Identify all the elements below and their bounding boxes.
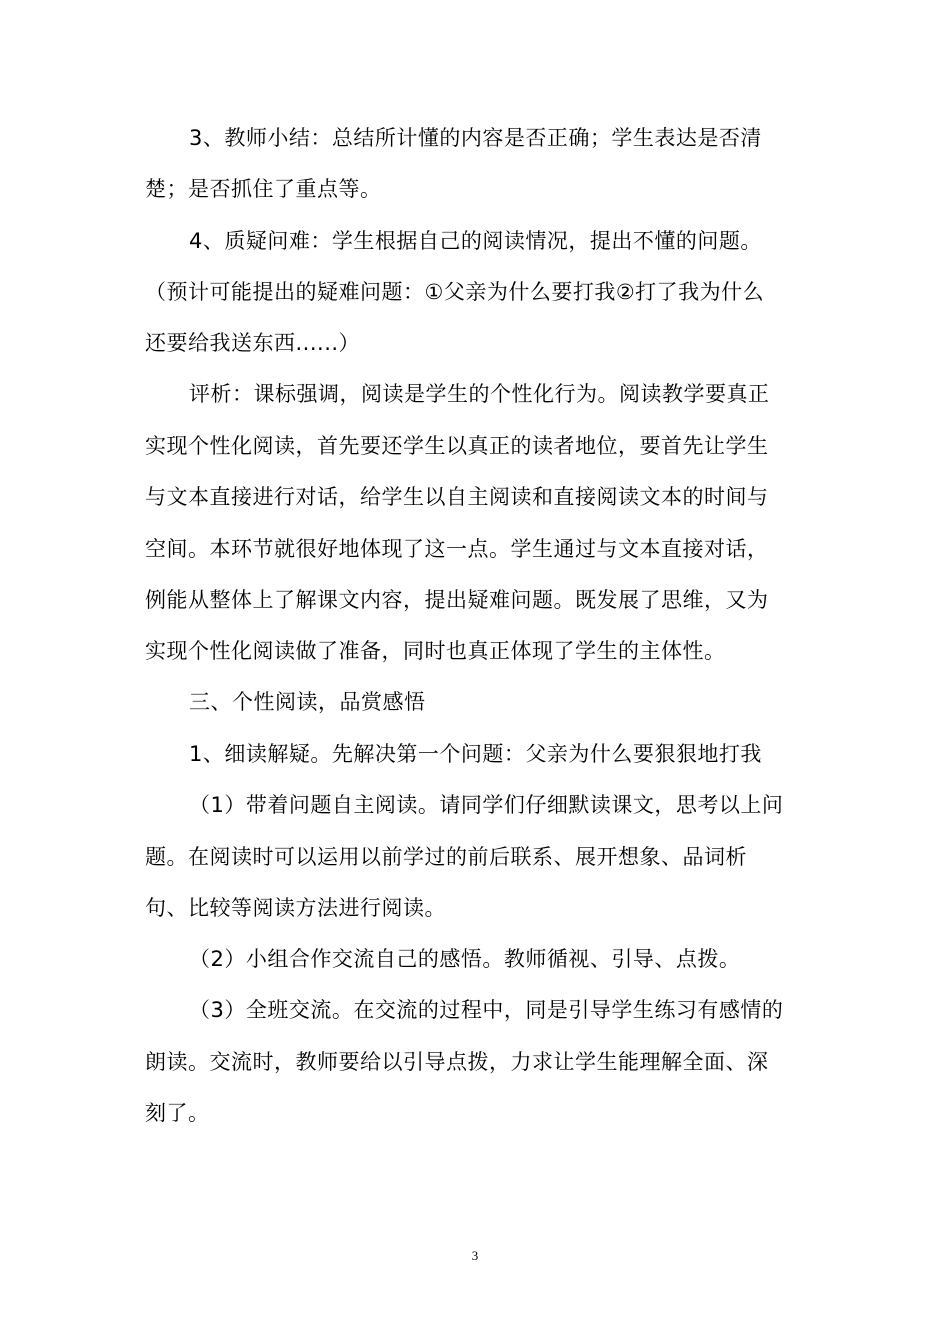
text-line: 实现个性化阅读，首先要还学生以真正的读者地位，要首先让学生 (145, 434, 769, 458)
text-line: 刻了。 (145, 1101, 210, 1125)
text-line: （2）小组合作交流自己的感悟。教师循视、引导、点拨。 (189, 947, 741, 971)
section-heading: 三、个性阅读，品赏感悟 (189, 690, 426, 714)
text-line: 朗读。交流时，教师要给以引导点拨，力求让学生能理解全面、深 (145, 1050, 769, 1074)
text-line: 评析：课标强调，阅读是学生的个性化行为。阅读教学要真正 (189, 382, 770, 406)
text-line: 例能从整体上了解课文内容，提出疑难问题。既发展了思维，又为 (145, 588, 769, 612)
text-line: （预计可能提出的疑难问题：①父亲为什么要打我②打了我为什么 (145, 280, 765, 304)
text-line: （1）带着问题自主阅读。请同学们仔细默读课文，思考以上问 (189, 793, 784, 817)
text-line: 3、教师小结：总结所计懂的内容是否正确；学生表达是否清 (189, 126, 762, 150)
text-line: 题。在阅读时可以运用以前学过的前后联系、展开想象、品词析 (145, 845, 747, 869)
text-line: 实现个性化阅读做了准备，同时也真正体现了学生的主体性。 (145, 639, 726, 663)
text-line: 空间。本环节就很好地体现了这一点。学生通过与文本直接对话， (145, 537, 769, 561)
page-number: 3 (471, 1248, 479, 1263)
text-line: （3）全班交流。在交流的过程中，同是引导学生练习有感情的 (189, 998, 784, 1022)
text-line: 4、质疑问难：学生根据自己的阅读情况，提出不懂的问题。 (189, 229, 762, 253)
text-line: 还要给我送东西......） (145, 331, 361, 355)
text-line: 1、细读解疑。先解决第一个问题：父亲为什么要狠狠地打我 (189, 742, 762, 766)
text-line: 句、比较等阅读方法进行阅读。 (145, 896, 446, 920)
text-line: 与文本直接进行对话，给学生以自主阅读和直接阅读文本的时间与 (145, 485, 769, 509)
text-line: 楚；是否抓住了重点等。 (145, 177, 382, 201)
